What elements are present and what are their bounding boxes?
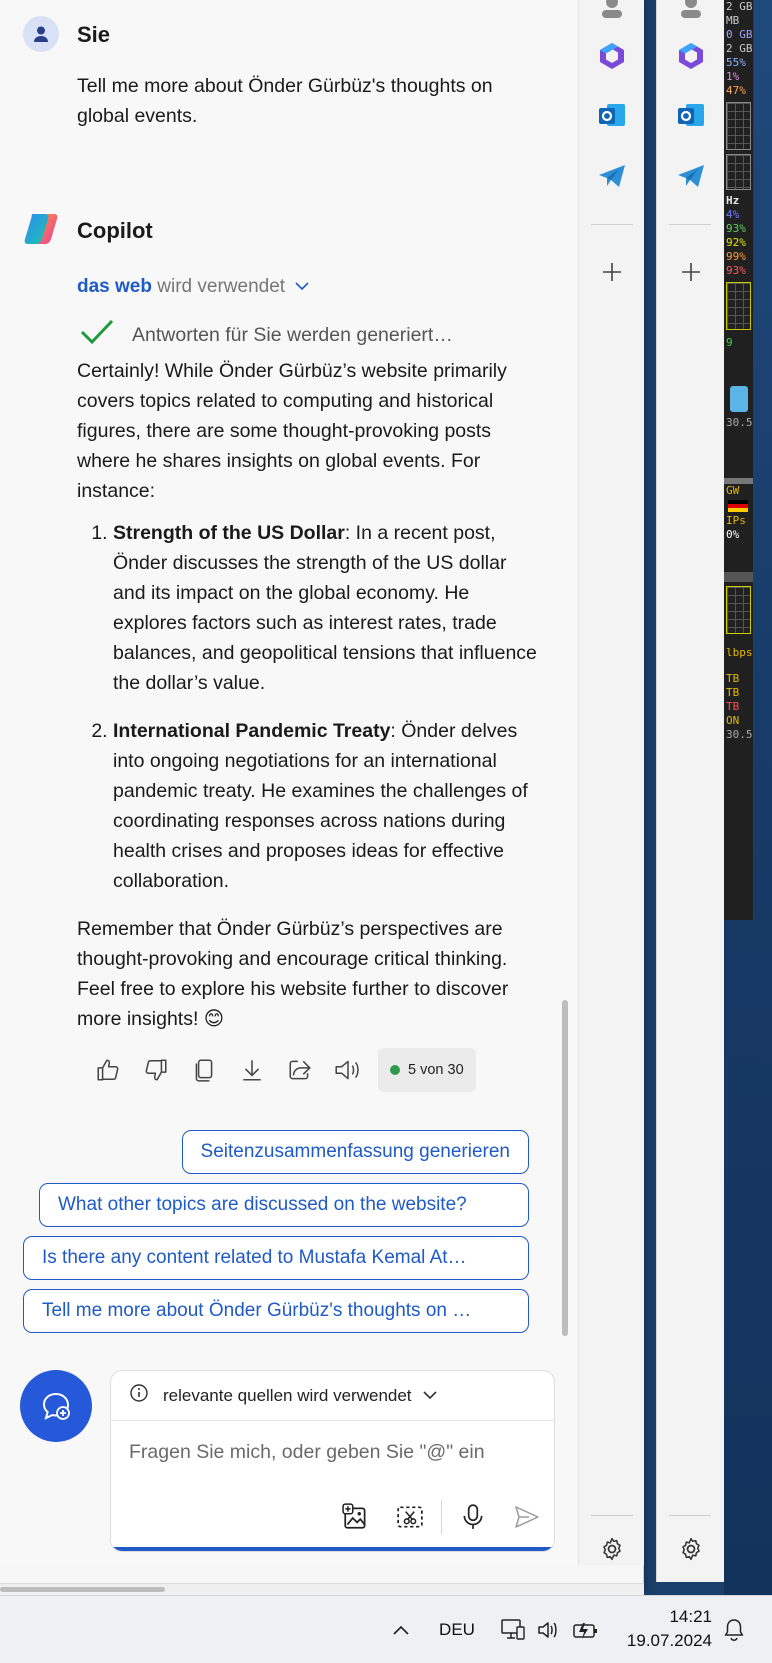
gadget-line: IPs [726,514,746,527]
response-actions [84,1048,476,1092]
chat-composer [110,1370,555,1552]
list-item [113,716,537,896]
outlook-icon[interactable] [673,98,709,134]
read-aloud-button[interactable] [324,1048,372,1092]
taskbar [0,1595,772,1663]
gadget-graph [726,102,751,150]
screenshot-button[interactable] [383,1496,437,1538]
gadget-line: 93% [726,264,746,277]
send-button[interactable] [500,1496,554,1538]
microphone-icon [460,1503,486,1531]
profile-icon[interactable] [673,0,709,24]
settings-gear-icon[interactable] [673,1531,709,1567]
gadget-line: 0% [726,528,740,541]
gadget-line: lbps [726,646,753,659]
gadget-graph [726,154,751,190]
source-selector[interactable] [111,1371,554,1421]
voice-input-button[interactable] [446,1496,500,1538]
gadget-line: 0 GB [726,28,753,41]
gadget-divider [724,572,753,582]
notification-bell-icon[interactable] [718,1596,750,1663]
gadget-line: 30.5 [726,728,753,741]
gadget-line: Hz [726,194,740,207]
copilot-logo-icon [22,212,60,246]
copy-button[interactable] [180,1048,228,1092]
like-button[interactable] [84,1048,132,1092]
dislike-button[interactable] [132,1048,180,1092]
gadget-line: 2 GB [726,0,753,13]
telegram-icon[interactable] [673,158,709,194]
gadget-line: 99% [726,250,746,263]
share-button[interactable] [276,1048,324,1092]
screenshot-icon [396,1503,424,1531]
gadget-line: TB [726,672,740,685]
list-item-title: International Pandemic Treaty [113,720,391,742]
suggestion-chip[interactable]: What other topics are discussed on the website? [39,1183,529,1227]
chevron-down-icon [294,276,310,298]
gadget-graph [726,586,751,634]
user-sender-name: Sie [77,22,111,47]
edge-sidebar [578,0,644,1565]
gadget-drive-icon [730,386,748,412]
thumbs-up-icon [95,1057,121,1083]
generation-status-text: Antworten für Sie werden generiert… [132,323,453,346]
battery-icon[interactable] [568,1596,602,1663]
list-item-title: Strength of the US Dollar [113,522,345,544]
gadget-line: 55% [726,56,746,69]
new-topic-button[interactable] [20,1370,92,1442]
chat-input[interactable] [129,1441,529,1464]
checkmark-icon [80,318,114,352]
gadget-line: 9 [726,336,733,349]
gadget-line: 4% [726,208,740,221]
clock-date: 19.07.2024 [626,1631,712,1650]
list-item-text: : In a recent post, Önder discusses the strength of the US dollar and its impact on the global economy. He explores factors such as interest rates, trade balances, and geopolitical tensions that influence the dollar’s value. [113,522,537,694]
turn-counter-text: 5 von 30 [408,1062,464,1078]
thumbs-down-icon [143,1057,169,1083]
profile-icon[interactable] [594,0,630,24]
composer-tools [329,1496,554,1538]
volume-icon[interactable] [532,1596,564,1663]
clock-time: 14:21 [669,1607,712,1626]
telegram-icon[interactable] [594,158,630,194]
suggestion-chip[interactable]: Is there any content related to Mustafa Kemal At… [23,1236,529,1280]
share-icon [287,1057,313,1083]
source-selector-label: relevante quellen wird verwendet [163,1385,412,1405]
gadget-line: 47% [726,84,746,97]
sidebar-divider [669,224,711,225]
info-icon [129,1383,149,1408]
gadget-line: GW [726,484,740,497]
gadget-line: MB [726,14,740,27]
gadget-line: 30.5 [726,416,753,429]
user-message: Tell me more about Önder Gürbüz's thoughts on global events. [77,75,493,127]
download-icon [239,1057,265,1083]
add-icon[interactable] [673,254,709,290]
background-sidebar [656,0,724,1582]
answer-intro: Certainly! While Önder Gürbüz’s website primarily covers topics related to computing and historical figures, there are some thought-provoking posts where he shares insights on global events. For instance: [77,360,507,502]
turn-counter [378,1048,476,1092]
show-hidden-icons-button[interactable] [384,1596,418,1663]
gadget-line: 1% [726,70,740,83]
add-icon[interactable] [594,254,630,290]
sidebar-divider [591,224,633,225]
list-item-text: : Önder delves into ongoing negotiations for an international pandemic treaty. He examines the challenges of coordinating responses across nations during health crises and proposes ideas for effective collaboration. [113,720,528,892]
copilot-sender-name: Copilot [77,218,153,243]
german-flag-icon [728,500,748,512]
answer-closing: Remember that Önder Gürbüz’s perspectives are thought-provoking and encourage critical thinking. Feel free to explore his website further to discover more insights! 😊 [77,918,509,1030]
answer-list [113,518,537,896]
suggestion-chip[interactable]: Tell me more about Önder Gürbüz's thoughts on … [23,1289,529,1333]
network-icon[interactable] [496,1596,530,1663]
scrollbar-thumb[interactable] [0,1587,165,1592]
gadget-line: ON [726,714,740,727]
chevron-up-icon [392,1624,410,1636]
gadget-graph [726,282,751,330]
suggestion-chip[interactable]: Seitenzusammenfassung generieren [182,1130,529,1174]
chat-scrollbar[interactable] [562,1000,568,1336]
web-source-toggle[interactable] [77,276,310,298]
gadget-line: 93% [726,222,746,235]
user-avatar [23,16,59,52]
horizontal-scrollbar[interactable] [0,1583,644,1595]
generation-status [80,318,453,352]
status-dot [390,1065,400,1075]
input-focus-underline [111,1547,554,1551]
list-item [113,518,537,698]
gadget-line: TB [726,700,740,713]
system-clock[interactable] [620,1605,712,1653]
tool-divider [441,1500,442,1534]
settings-gear-icon[interactable] [594,1531,630,1567]
gadget-line: 2 GB [726,42,753,55]
microsoft365-icon[interactable] [594,38,630,74]
system-monitor-gadget [724,0,754,920]
add-image-icon [342,1503,370,1531]
sidebar-divider [591,1515,633,1516]
add-image-button[interactable] [329,1496,383,1538]
speaker-icon [333,1057,363,1083]
gadget-line: TB [726,686,740,699]
copilot-answer [77,356,537,1034]
microsoft365-icon[interactable] [673,38,709,74]
web-source-label: das web [77,276,152,298]
send-icon [513,1504,541,1530]
download-button[interactable] [228,1048,276,1092]
input-language[interactable]: DEU [439,1620,475,1639]
outlook-icon[interactable] [594,98,630,134]
sidebar-divider [669,1515,711,1516]
chevron-down-icon [422,1386,438,1406]
new-chat-icon [39,1389,73,1423]
copy-icon [191,1057,217,1083]
web-source-suffix: wird verwendet [157,276,286,298]
gadget-line: 92% [726,236,746,249]
